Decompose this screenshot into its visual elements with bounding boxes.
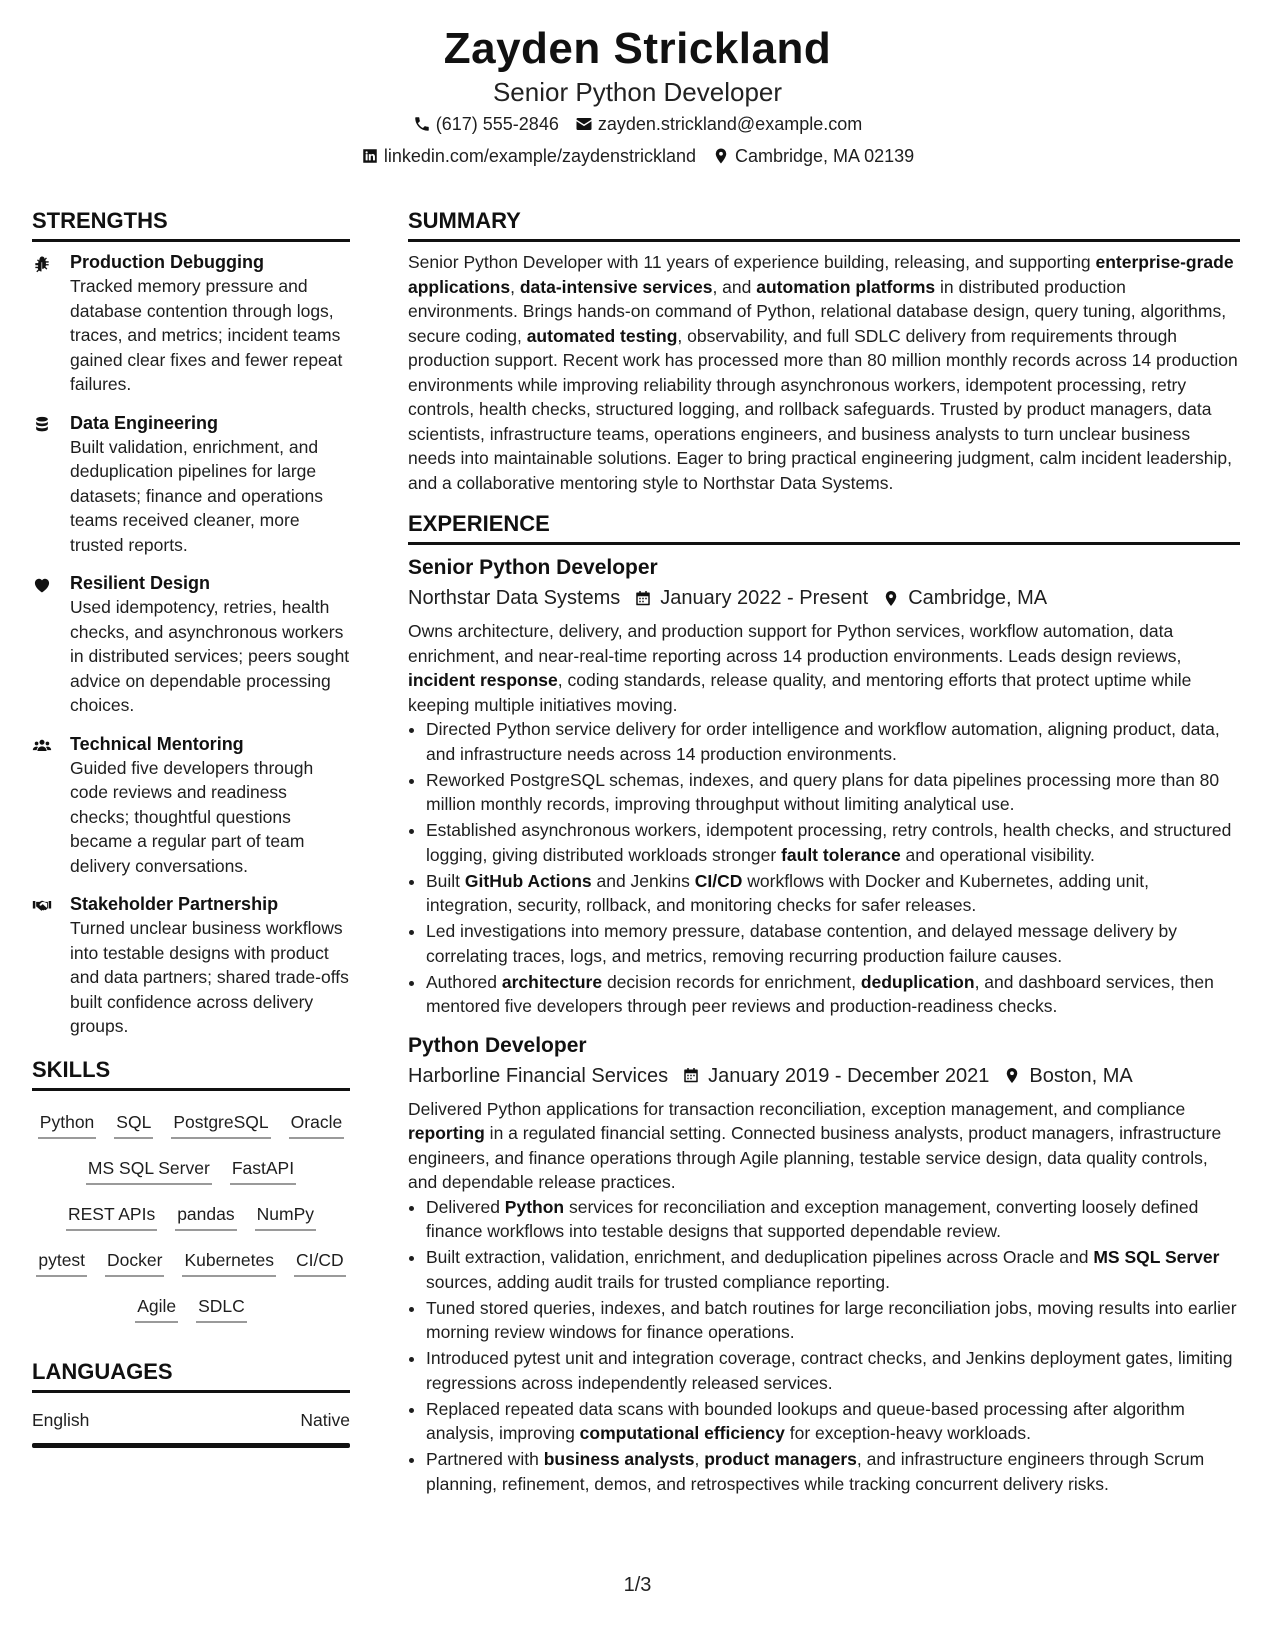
job-bullet bbox=[426, 768, 1240, 817]
job-bullets bbox=[408, 1195, 1240, 1497]
job-bullet bbox=[426, 1346, 1240, 1395]
emphasized-text: reporting bbox=[408, 1123, 485, 1143]
language-level: Native bbox=[300, 1409, 350, 1430]
map-pin-icon bbox=[1003, 1067, 1021, 1085]
job-description bbox=[408, 619, 1240, 717]
job-bullet bbox=[426, 919, 1240, 968]
text-run: , coding standards, release quality, and mentoring efforts that protect uptime while keeping multiple initiatives moving. bbox=[408, 670, 1192, 715]
strength-title: Data Engineering bbox=[70, 412, 219, 433]
text-run: Built extraction, validation, enrichment, and deduplication pipelines across Oracle and bbox=[426, 1247, 1094, 1267]
job-dates-group bbox=[682, 1061, 989, 1091]
skill-tag: PostgreSQL bbox=[171, 1109, 270, 1139]
left-column bbox=[32, 204, 350, 1448]
text-run: decision records for enrichment, bbox=[602, 971, 861, 992]
skill-tag: FastAPI bbox=[230, 1155, 296, 1185]
strength-text: Tracked memory pressure and database contention through logs, traces, and metrics; incident teams gained clear fixes and fewer repeat failures. bbox=[70, 276, 343, 394]
text-run: Delivered Python applications for transaction reconciliation, exception management, and compliance bbox=[408, 1098, 1186, 1119]
skill-tag: NumPy bbox=[255, 1201, 316, 1231]
skill-tag: Python bbox=[38, 1109, 96, 1139]
job-location-group bbox=[1003, 1061, 1132, 1091]
job-bullet bbox=[426, 1447, 1240, 1496]
candidate-name: Zayden Strickland bbox=[443, 24, 832, 73]
skills-list bbox=[32, 1099, 350, 1331]
job-description bbox=[408, 1097, 1240, 1195]
map-pin-icon bbox=[712, 147, 730, 165]
emphasized-text: incident response bbox=[408, 670, 558, 690]
strength-text: Turned unclear business workflows into testable designs with product and data partners; shared trade-offs built confidence across delivery groups. bbox=[70, 918, 349, 1036]
job-bullet bbox=[426, 818, 1240, 867]
summary-heading: SUMMARY bbox=[408, 204, 1240, 242]
strength-title: Technical Mentoring bbox=[70, 733, 244, 754]
heart-icon bbox=[32, 571, 70, 718]
skill-tag: Docker bbox=[105, 1247, 164, 1277]
right-column bbox=[408, 204, 1240, 1508]
text-run: Led investigations into memory pressure, database contention, and delayed message delivery by correlating traces, logs, and metrics, removing recurring production failure causes. bbox=[426, 921, 1177, 966]
skill-tag: MS SQL Server bbox=[86, 1155, 212, 1185]
emphasized-text: CI/CD bbox=[694, 870, 743, 891]
text-run: , bbox=[694, 1449, 705, 1469]
text-run: for exception-heavy workloads. bbox=[784, 1423, 1031, 1443]
job-meta bbox=[408, 583, 1240, 613]
text-run: workflows with Docker and Kubernetes, adding unit, integration, security, rollback, and monitoring checks for safer releases. bbox=[426, 870, 1149, 915]
language-row bbox=[32, 1401, 350, 1433]
text-run: sources, adding audit trails for trusted compliance reporting. bbox=[426, 1271, 890, 1292]
job-location-group bbox=[882, 583, 1047, 613]
text-run: Authored bbox=[426, 971, 502, 992]
text-run: Tuned stored queries, indexes, and batch routines for large reconciliation jobs, moving results into earlier morning review windows for finance operations. bbox=[426, 1297, 1237, 1342]
emphasized-text: Python bbox=[504, 1196, 565, 1217]
job-bullet bbox=[426, 1296, 1240, 1345]
strength-title: Stakeholder Partnership bbox=[70, 894, 279, 914]
job-bullet bbox=[426, 717, 1240, 766]
text-run: in distributed production environments. Brings hands-on command of Python, relational database design, query tuning, algorithms, secure coding, bbox=[408, 276, 1227, 346]
language-level-bar bbox=[32, 1443, 350, 1448]
skill-tag: REST APIs bbox=[66, 1201, 157, 1231]
job-bullets bbox=[408, 717, 1240, 1019]
text-run: , bbox=[510, 276, 520, 297]
job-location: Cambridge, MA bbox=[908, 587, 1048, 609]
strength-title: Production Debugging bbox=[70, 252, 264, 272]
job-meta bbox=[408, 1061, 1240, 1091]
strength-item bbox=[32, 732, 350, 879]
map-pin-icon bbox=[882, 589, 900, 607]
job-title: Python Developer bbox=[408, 1033, 587, 1057]
skill-tag: SDLC bbox=[196, 1293, 247, 1323]
users-icon bbox=[32, 732, 70, 879]
emphasized-text: GitHub Actions bbox=[464, 870, 592, 891]
skill-tag: Oracle bbox=[289, 1109, 345, 1139]
emphasized-text: business analysts bbox=[543, 1449, 695, 1469]
text-run: Replaced repeated data scans with bounded lookups and queue-based processing after algorithm analysis, improving bbox=[426, 1398, 1185, 1443]
job-dates: January 2022 - Present bbox=[660, 587, 869, 609]
skill-tag: CI/CD bbox=[294, 1247, 346, 1277]
linkedin-contact[interactable] bbox=[361, 140, 696, 172]
text-run: services for reconciliation and exception management, converting loosely defined finance workflows into testable designs that supported dependable review. bbox=[426, 1196, 1199, 1241]
job-bullet bbox=[426, 869, 1240, 918]
handshake-icon bbox=[32, 892, 70, 1039]
job-entry bbox=[408, 553, 1240, 1019]
linkedin-text: linkedin.com/example/zaydenstrickland bbox=[383, 146, 697, 166]
job-company: Northstar Data Systems bbox=[408, 587, 621, 609]
emphasized-text: enterprise-grade applications bbox=[408, 252, 1234, 297]
strength-text: Built validation, enrichment, and deduplication pipelines for large datasets; finance and operations teams received cleaner, more trusted reports. bbox=[70, 436, 323, 555]
envelope-icon bbox=[575, 115, 593, 133]
text-run: Delivered bbox=[426, 1196, 505, 1217]
linkedin-icon bbox=[361, 147, 379, 165]
emphasized-text: product managers bbox=[704, 1449, 857, 1469]
phone-contact[interactable] bbox=[413, 108, 559, 140]
skill-tag: Agile bbox=[135, 1293, 178, 1323]
phone-text: (617) 555-2846 bbox=[435, 114, 559, 134]
page-number: 1/3 bbox=[623, 1574, 652, 1596]
language-name: English bbox=[32, 1409, 90, 1430]
job-company: Harborline Financial Services bbox=[408, 1064, 669, 1087]
strength-item bbox=[32, 250, 350, 397]
contact-row-1 bbox=[0, 108, 1275, 140]
job-bullet bbox=[426, 970, 1240, 1019]
candidate-title: Senior Python Developer bbox=[492, 77, 783, 107]
strength-title: Resilient Design bbox=[70, 573, 211, 593]
emphasized-text: deduplication bbox=[860, 971, 975, 992]
calendar-icon bbox=[634, 589, 652, 607]
strength-text: Guided five developers through code reviews and readiness checks; thoughtful questions became a regular part of team delivery conversations. bbox=[70, 757, 314, 876]
location-text: Cambridge, MA 02139 bbox=[735, 146, 915, 166]
job-dates-group bbox=[634, 583, 868, 613]
experience-heading: EXPERIENCE bbox=[408, 507, 1240, 545]
text-run: Introduced pytest unit and integration coverage, contract checks, and Jenkins deployment gates, limiting regressions across independently released services. bbox=[426, 1348, 1233, 1393]
languages-heading: LANGUAGES bbox=[32, 1355, 350, 1393]
emphasized-text: MS SQL Server bbox=[1093, 1247, 1220, 1267]
text-run: , observability, and full SDLC delivery from requirements through production support. Recent work has processed more than 80 million monthly records across 14 production environments while improving reliability through asynchronous workers, idempotent processing, retry controls, health checks, structured logging, and rollback safeguards. Trusted by product managers, data scientists, infrastructure teams, operations engineers, and business analysts to turn unclear business needs into maintainable solutions. Eager to bring practical engineering judgment, calm incident leadership, and a collaborative mentoring style to Northstar Data Systems. bbox=[408, 325, 1238, 493]
text-run: , and dashboard services, then mentored five developers through peer reviews and production-readiness checks. bbox=[426, 971, 1214, 1016]
skill-tag: pandas bbox=[175, 1201, 236, 1231]
text-run: Reworked PostgreSQL schemas, indexes, and query plans for data pipelines processing more than 80 million monthly records, improving throughput without limiting analytical use. bbox=[426, 769, 1220, 814]
email-contact[interactable] bbox=[575, 108, 862, 140]
text-run: and Jenkins bbox=[591, 870, 695, 891]
text-run: Established asynchronous workers, idempotent processing, retry controls, health checks, and structured logging, giving distributed workloads stronger bbox=[426, 820, 1232, 865]
skill-tag: Kubernetes bbox=[182, 1247, 276, 1277]
job-title: Senior Python Developer bbox=[408, 556, 658, 579]
job-bullet bbox=[426, 1245, 1240, 1294]
skills-heading: SKILLS bbox=[32, 1053, 350, 1091]
text-run: in a regulated financial setting. Connected business analysts, product managers, infrastructure engineers, and finance operations through Agile planning, testable service design, data quality controls, and dependable release practices. bbox=[408, 1123, 1222, 1192]
strengths-heading: STRENGTHS bbox=[32, 204, 350, 242]
text-run: , and infrastructure engineers through Scrum planning, refinement, demos, and retrospectives while tracking concurrent delivery risks. bbox=[426, 1449, 1205, 1494]
strength-text: Used idempotency, retries, health checks, and asynchronous workers in distributed services; peers sought advice on dependable processing choices. bbox=[70, 597, 350, 715]
job-entry bbox=[408, 1031, 1240, 1497]
text-run: Owns architecture, delivery, and production support for Python services, workflow automation, data enrichment, and near-real-time reporting across 14 production environments. Leads design reviews, bbox=[408, 621, 1182, 666]
text-run: Built bbox=[426, 870, 465, 891]
skill-tag: pytest bbox=[36, 1247, 87, 1277]
strength-item bbox=[32, 411, 350, 558]
job-dates: January 2019 - December 2021 bbox=[708, 1064, 990, 1087]
job-location: Boston, MA bbox=[1029, 1064, 1133, 1087]
location-contact bbox=[712, 140, 914, 172]
strength-item bbox=[32, 892, 350, 1039]
text-run: , and bbox=[712, 276, 757, 297]
text-run: Directed Python service delivery for order intelligence and workflow automation, aligning product, data, and infrastructure needs across 14 production environments. bbox=[426, 719, 1220, 764]
calendar-icon bbox=[682, 1067, 700, 1085]
database-icon bbox=[32, 411, 70, 558]
emphasized-text: computational efficiency bbox=[579, 1423, 785, 1443]
text-run: Partnered with bbox=[426, 1449, 544, 1469]
resume-header bbox=[0, 22, 1275, 172]
contact-row-2 bbox=[0, 140, 1275, 172]
emphasized-text: automated testing bbox=[526, 325, 678, 346]
phone-icon bbox=[413, 115, 431, 133]
text-run: Senior Python Developer with 11 years of experience building, releasing, and supporting bbox=[408, 252, 1096, 272]
job-bullet bbox=[426, 1397, 1240, 1446]
bug-icon bbox=[32, 250, 70, 397]
emphasized-text: fault tolerance bbox=[781, 844, 901, 865]
emphasized-text: data-intensive services bbox=[519, 276, 713, 297]
text-run: and operational visibility. bbox=[900, 844, 1095, 865]
job-bullet bbox=[426, 1195, 1240, 1244]
emphasized-text: architecture bbox=[501, 971, 603, 992]
summary-text bbox=[408, 250, 1240, 495]
emphasized-text: automation platforms bbox=[756, 276, 936, 297]
email-text: zayden.strickland@example.com bbox=[597, 114, 863, 134]
strength-item bbox=[32, 571, 350, 718]
skill-tag: SQL bbox=[114, 1109, 153, 1139]
